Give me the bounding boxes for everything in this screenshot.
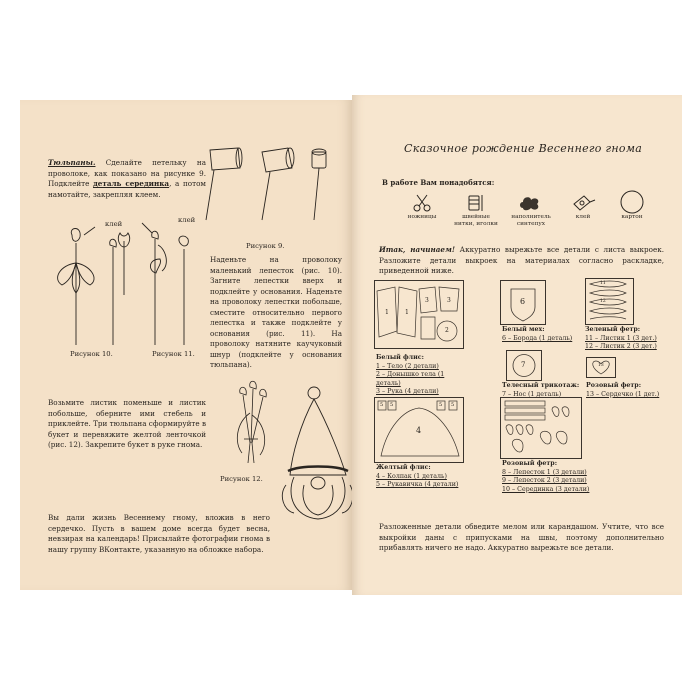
intro-paragraph [379, 245, 664, 277]
gnome-drawing [280, 385, 360, 520]
white-fur-title: Белый мех: [502, 326, 545, 333]
tulips-paragraph [48, 158, 206, 200]
pink-felt-layout [586, 357, 616, 378]
piece-num-13: 13 [598, 363, 604, 368]
yellow-fleece-list [376, 464, 471, 490]
tulips-center-detail: деталь серединка [93, 179, 170, 188]
pink-felt-title: Розовый фетр: [586, 382, 642, 389]
rose-felt-item-3: 10 – Серединка (3 детали) [502, 485, 590, 493]
figure-12-drawing [230, 383, 275, 468]
piece-num-2: 2 [445, 327, 449, 334]
outro-paragraph [379, 522, 664, 554]
glue-label-2: клей [178, 216, 196, 224]
figure-9-drawing [200, 140, 350, 250]
figures-10-11-drawing [50, 215, 210, 350]
rose-felt-item-1: 8 – Лепесток 1 (3 детали) [502, 468, 587, 476]
piece-num-5b: 5 [390, 402, 394, 408]
white-fleece-item-1: 1 – Тело (2 детали) [376, 362, 439, 370]
rose-felt-title: Розовый фетр: [502, 460, 558, 467]
intro-bold: Итак, начинаем! [379, 245, 455, 254]
material-thread: швейные нитки, иголки [454, 214, 498, 227]
glue-label-1: клей [105, 220, 123, 228]
yellow-fleece-layout [374, 397, 464, 463]
piece-num-4: 4 [416, 426, 422, 435]
need-heading: В работе Вам понадобятся: [382, 178, 495, 187]
green-felt-title: Зеленый фетр: [585, 326, 641, 333]
rose-felt-list [502, 460, 602, 494]
closing-paragraph [48, 513, 270, 555]
piece-num-5d: 5 [451, 402, 455, 408]
rose-felt-item-2: 9 – Лепесток 2 (3 детали) [502, 477, 587, 484]
cardboard-icon [620, 190, 644, 214]
right-page [352, 95, 682, 595]
green-felt-list [585, 326, 675, 352]
knit-title: Телесный трикотаж: [502, 382, 580, 389]
white-fleece-item-2: 2 – Донышко тела (1 деталь) [376, 371, 445, 387]
pink-felt-item-1: 13 – Сердечко (1 дет.) [586, 390, 660, 398]
yellow-fleece-item-1: 4 – Колпак (1 деталь) [376, 472, 447, 480]
green-felt-item-1: 11 – Листик 1 (3 дет.) [585, 334, 657, 342]
white-fleece-item-3: 3 – Рука (4 детали) [376, 388, 439, 395]
outro-text: Разложенные детали обведите мелом или карандашом. Учтите, что все выкройки даны с припусками на швы, поэтому дополнительно прибавлять ничего не надо. Аккуратно вырежьте все детали. [379, 522, 664, 552]
knit-layout [506, 350, 542, 381]
figure-10-caption: Рисунок 10. [70, 350, 113, 358]
glue-gun-icon [572, 194, 596, 212]
tulips-text-b: , а потом намотайте, закрепляя клеем. [48, 179, 206, 199]
piece-num-1b: 1 [405, 309, 409, 316]
figure-11-caption: Рисунок 11. [152, 350, 195, 358]
thread-needle-icon [465, 194, 485, 212]
white-fur-layout [500, 280, 546, 325]
piece-num-7: 7 [521, 361, 526, 369]
green-felt-layout [585, 278, 634, 325]
material-stuffing: наполнитель синтепух [511, 214, 551, 227]
white-fur-list [502, 326, 592, 343]
stuffing-icon [519, 194, 541, 212]
piece-num-5c: 5 [439, 402, 443, 408]
piece-num-12: 12 [600, 299, 606, 304]
scissors-icon [412, 194, 432, 212]
piece-num-3a: 3 [425, 297, 429, 304]
white-fur-item-1: 6 – Борода (1 деталь) [502, 334, 573, 342]
bouquet-paragraph [48, 398, 206, 451]
page-title: Сказочное рождение Весеннего гнома [404, 142, 643, 155]
white-fleece-layout [374, 280, 464, 349]
pink-felt-list [586, 382, 676, 399]
tulips-text-a: Сделайте петельку на проволоке, как показано на рисунке 9. Подклейте [48, 158, 206, 188]
white-fleece-title: Белый флис: [376, 354, 424, 361]
left-page [20, 100, 352, 590]
green-felt-item-2: 12 – Листик 2 (3 дет.) [585, 343, 657, 350]
yellow-fleece-title: Желтый флис: [376, 464, 431, 471]
knit-item-1: 7 – Нос (1 деталь) [502, 390, 562, 398]
tulips-heading: Тюльпаны. [48, 158, 96, 167]
piece-num-3b: 3 [447, 297, 451, 304]
piece-num-1a: 1 [385, 309, 389, 316]
closing-text: Вы дали жизнь Весеннему гному, вложив в него сердечко. Пусть в вашем доме всегда будет весна, невзирая на календарь! Присылайте фотографии гнома в нашу группу ВКонтакте, указанную на обложке набора. [48, 513, 270, 554]
material-scissors: ножницы [407, 214, 437, 220]
piece-num-6: 6 [520, 297, 526, 306]
petal-text: Наденьте на проволоку маленький лепесток (рис. 10). Загните лепестки вверх и подклейте у основания. Наденьте на проволоку лепестки побольше, сместите относительно первого лепестка и также подклейте у основания (рис. 11). На проволоку натяните каучуковый шнур (подклейте у основания тюльпана). [210, 255, 342, 369]
piece-num-11: 11 [600, 281, 606, 286]
piece-num-5a: 5 [380, 402, 384, 408]
material-cardboard: картон [621, 214, 643, 220]
petal-paragraph [210, 255, 342, 371]
white-fleece-list [376, 354, 471, 397]
yellow-fleece-item-2: 5 – Рукавичка (4 детали) [376, 481, 459, 488]
bouquet-text: Возьмите листик поменьше и листик побольше, оберните ими стебель и приклейте. Три тюльпана сформируйте в букет и перевяжите желтой ленточкой (рис. 12). Закрепите букет в руке гнома. [48, 398, 206, 449]
figure-12-caption: Рисунок 12. [220, 475, 263, 483]
booklet [20, 95, 680, 595]
material-glue: клей [575, 214, 591, 220]
intro-text: Аккуратно вырежьте все детали с листа выкроек. Разложите детали выкроек на материалах согласно раскладке, приведенной ниже. [379, 245, 665, 275]
figure-9-caption: Рисунок 9. [246, 242, 285, 250]
rose-felt-layout [500, 397, 582, 459]
